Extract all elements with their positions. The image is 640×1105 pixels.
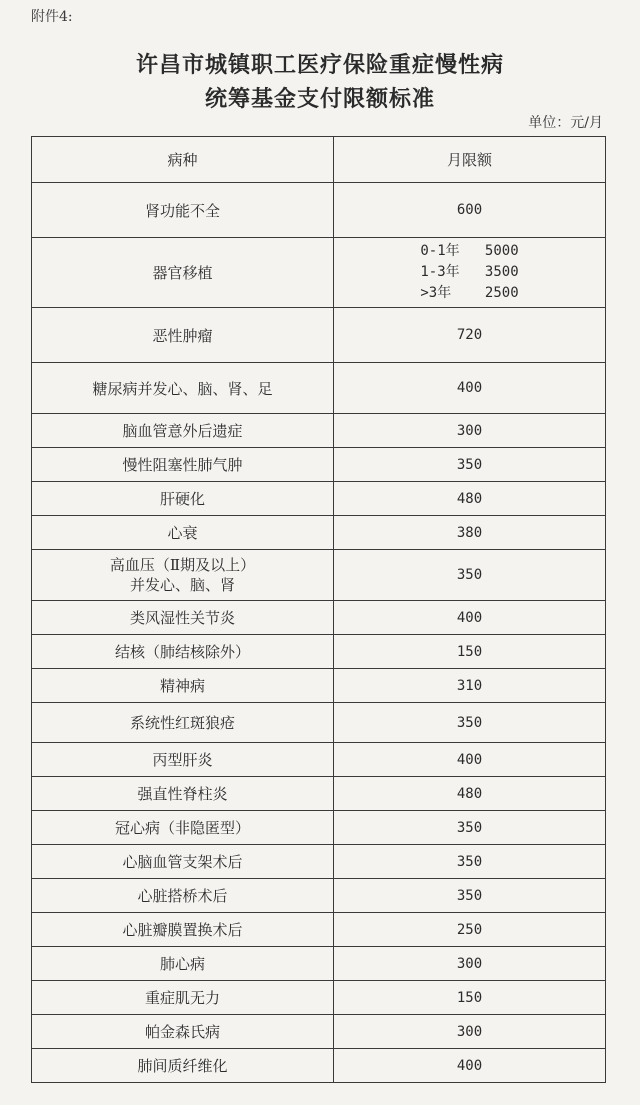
monthly-limit: 480 bbox=[334, 777, 606, 811]
table-row bbox=[32, 363, 606, 414]
column-header-disease: 病种 bbox=[32, 137, 334, 183]
table-row bbox=[32, 308, 606, 363]
disease-name: 糖尿病并发心、脑、肾、足 bbox=[32, 363, 334, 414]
disease-name: 重症肌无力 bbox=[32, 981, 334, 1015]
table-row bbox=[32, 635, 606, 669]
disease-name: 肺心病 bbox=[32, 947, 334, 981]
disease-name: 器官移植 bbox=[32, 238, 334, 308]
disease-name: 慢性阻塞性肺气肿 bbox=[32, 448, 334, 482]
disease-name: 恶性肿瘤 bbox=[32, 308, 334, 363]
monthly-limit: 250 bbox=[334, 913, 606, 947]
monthly-limit: 150 bbox=[334, 981, 606, 1015]
disease-name: 肺间质纤维化 bbox=[32, 1049, 334, 1083]
disease-name: 强直性脊柱炎 bbox=[32, 777, 334, 811]
column-header-monthly-limit: 月限额 bbox=[334, 137, 606, 183]
disease-name: 心脏搭桥术后 bbox=[32, 879, 334, 913]
monthly-limit: 310 bbox=[334, 669, 606, 703]
monthly-limit: 400 bbox=[334, 601, 606, 635]
disease-name: 类风湿性关节炎 bbox=[32, 601, 334, 635]
monthly-limit: 350 bbox=[334, 811, 606, 845]
table-row bbox=[32, 601, 606, 635]
limit-tier: 0-1年 5000 bbox=[420, 243, 519, 259]
monthly-limit: 380 bbox=[334, 516, 606, 550]
monthly-limit: 400 bbox=[334, 363, 606, 414]
disease-name-line: 并发心、脑、肾 bbox=[129, 576, 235, 594]
disease-name: 结核（肺结核除外） bbox=[32, 635, 334, 669]
table-row bbox=[32, 414, 606, 448]
table-row bbox=[32, 669, 606, 703]
table-row bbox=[32, 703, 606, 743]
table-row bbox=[32, 743, 606, 777]
table-row bbox=[32, 777, 606, 811]
disease-name bbox=[32, 550, 334, 601]
monthly-limit-tiers bbox=[334, 238, 606, 308]
disease-name: 冠心病（非隐匿型） bbox=[32, 811, 334, 845]
monthly-limit: 480 bbox=[334, 482, 606, 516]
monthly-limit: 350 bbox=[334, 448, 606, 482]
disease-name: 系统性红斑狼疮 bbox=[32, 703, 334, 743]
disease-name-line: 高血压（Ⅱ期及以上） bbox=[109, 556, 256, 574]
monthly-limit: 400 bbox=[334, 743, 606, 777]
table-row bbox=[32, 811, 606, 845]
table-row bbox=[32, 516, 606, 550]
table-row bbox=[32, 183, 606, 238]
table-row bbox=[32, 947, 606, 981]
disease-name: 心脏瓣膜置换术后 bbox=[32, 913, 334, 947]
monthly-limit: 350 bbox=[334, 845, 606, 879]
table-row bbox=[32, 238, 606, 308]
disease-name: 心衰 bbox=[32, 516, 334, 550]
monthly-limit: 720 bbox=[334, 308, 606, 363]
disease-name: 心脑血管支架术后 bbox=[32, 845, 334, 879]
disease-name: 肝硬化 bbox=[32, 482, 334, 516]
monthly-limit: 350 bbox=[334, 879, 606, 913]
document-title-line-2: 统筹基金支付限额标准 bbox=[204, 86, 435, 112]
attachment-label: 附件4: bbox=[31, 9, 73, 25]
table-row bbox=[32, 482, 606, 516]
disease-name: 精神病 bbox=[32, 669, 334, 703]
table-row bbox=[32, 981, 606, 1015]
document-title-line-1: 许昌市城镇职工医疗保险重症慢性病 bbox=[135, 52, 504, 78]
monthly-limit: 350 bbox=[334, 703, 606, 743]
table-row bbox=[32, 913, 606, 947]
table-row bbox=[32, 448, 606, 482]
unit-note: 单位：元/月 bbox=[528, 115, 603, 131]
monthly-limit: 300 bbox=[334, 947, 606, 981]
disease-name: 肾功能不全 bbox=[32, 183, 334, 238]
table-row bbox=[32, 550, 606, 601]
disease-name: 脑血管意外后遗症 bbox=[32, 414, 334, 448]
monthly-limit: 300 bbox=[334, 1015, 606, 1049]
monthly-limit: 150 bbox=[334, 635, 606, 669]
monthly-limit: 600 bbox=[334, 183, 606, 238]
monthly-limit: 350 bbox=[334, 550, 606, 601]
table-header-row bbox=[32, 137, 606, 183]
limit-tier: >3年 2500 bbox=[420, 285, 519, 301]
table-row bbox=[32, 1015, 606, 1049]
table-row bbox=[32, 1049, 606, 1083]
table-row bbox=[32, 879, 606, 913]
table-row bbox=[32, 845, 606, 879]
disease-name: 帕金森氏病 bbox=[32, 1015, 334, 1049]
disease-name: 丙型肝炎 bbox=[32, 743, 334, 777]
limit-tier: 1-3年 3500 bbox=[420, 264, 519, 280]
monthly-limit: 300 bbox=[334, 414, 606, 448]
payment-limit-table bbox=[31, 136, 606, 1083]
monthly-limit: 400 bbox=[334, 1049, 606, 1083]
